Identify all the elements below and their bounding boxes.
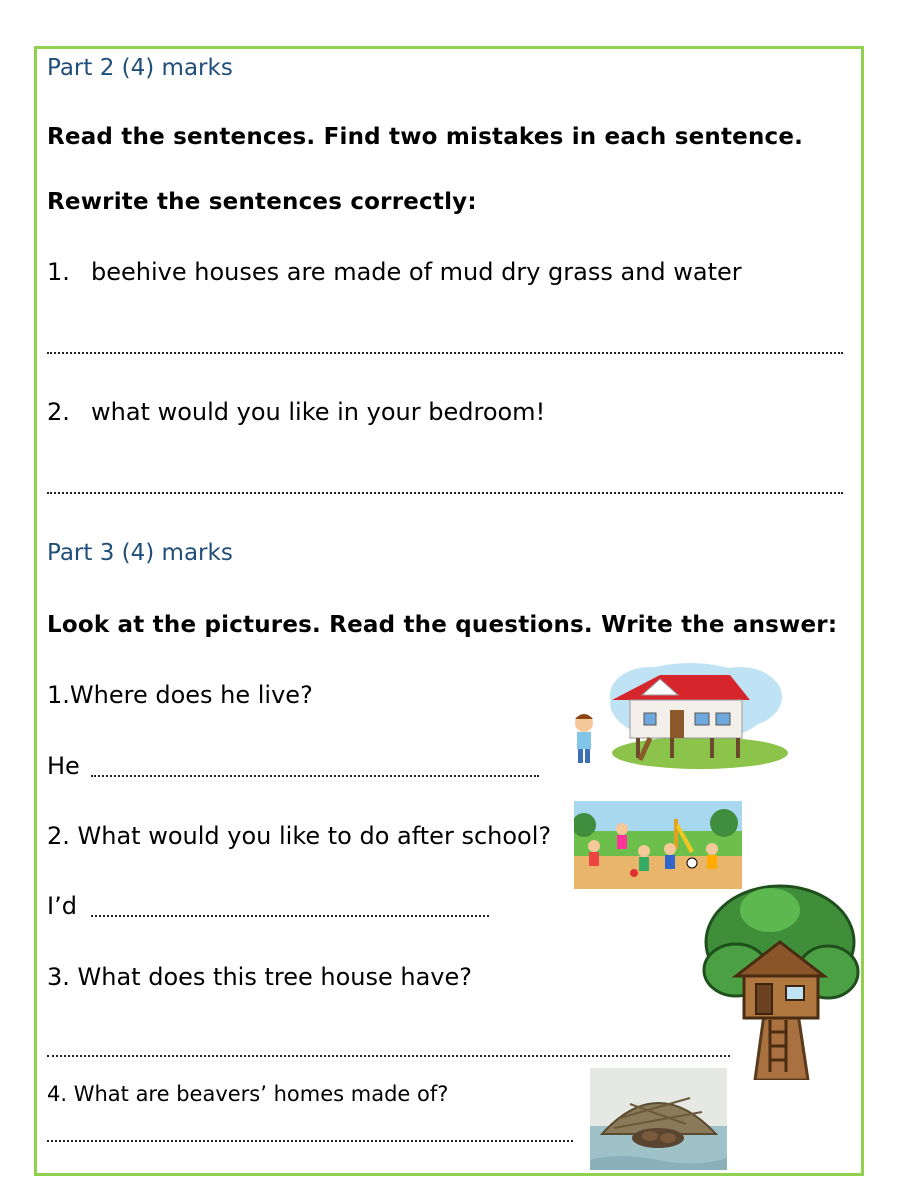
- item1-sentence: beehive houses are made of mud dry grass and water: [91, 258, 742, 286]
- item1-answer-line[interactable]: [47, 352, 843, 354]
- q1-question: 1.Where does he live?: [47, 681, 313, 709]
- q2-question: 2. What would you like to do after school?: [47, 822, 552, 850]
- part2-heading: Part 2 (4) marks: [47, 55, 233, 81]
- q1-answer-prefix: He: [47, 752, 80, 780]
- q1-answer-line[interactable]: [91, 775, 539, 777]
- q2-answer-prefix: I’d: [47, 892, 77, 920]
- beaver-lodge-picture: [590, 1068, 727, 1170]
- part2-instruction-1: Read the sentences. Find two mistakes in each sentence.: [47, 124, 804, 150]
- playground-children-picture: [574, 801, 742, 889]
- q4-question: 4. What are beavers’ homes made of?: [47, 1082, 449, 1106]
- item1-number: 1.: [47, 258, 70, 286]
- tree-house-picture: [700, 880, 862, 1080]
- stilt-house-picture: [570, 655, 795, 775]
- part2-instruction-2: Rewrite the sentences correctly:: [47, 189, 477, 215]
- item2-sentence: what would you like in your bedroom!: [91, 398, 546, 426]
- q4-answer-line[interactable]: [47, 1140, 573, 1142]
- q3-question: 3. What does this tree house have?: [47, 963, 472, 991]
- part3-instruction: Look at the pictures. Read the questions. Write the answer:: [47, 612, 838, 638]
- item2-answer-line[interactable]: [47, 492, 843, 494]
- part3-heading: Part 3 (4) marks: [47, 540, 233, 566]
- q2-answer-line[interactable]: [91, 915, 489, 917]
- q3-answer-line[interactable]: [47, 1055, 730, 1057]
- item2-number: 2.: [47, 398, 70, 426]
